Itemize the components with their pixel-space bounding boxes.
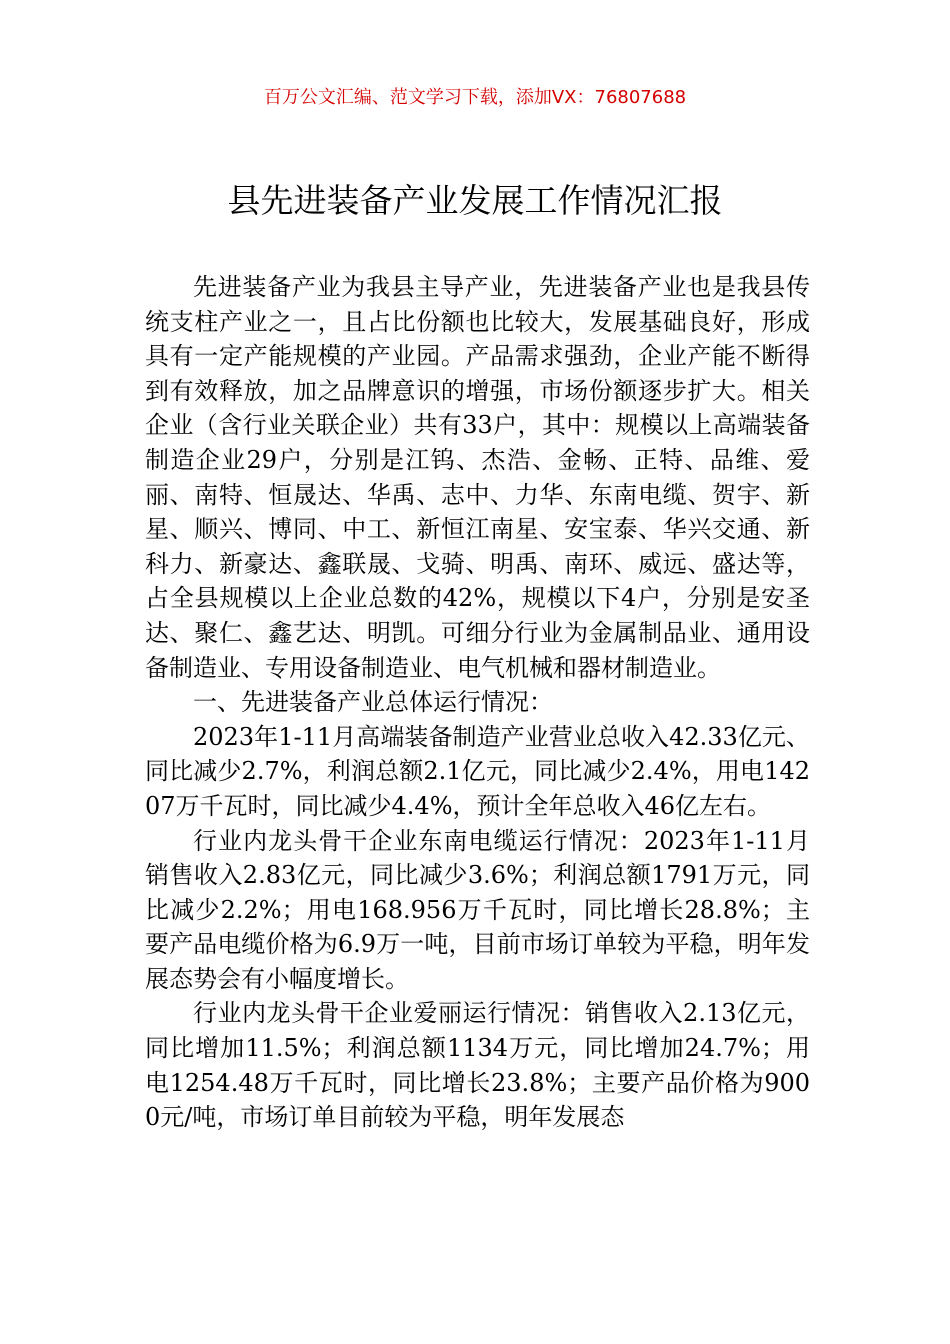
paragraph-aili: 行业内龙头骨干企业爱丽运行情况：销售收入2.13亿元，同比增加11.5%；利润总额1134万元，同比增加24.7%；用电1254.48万千瓦时，同比增长23.8%；主要产品价格为9000元/吨，市场订单目前较为平稳，明年发展态	[145, 999, 810, 1132]
paragraph-dongnan-cable: 行业内龙头骨干企业东南电缆运行情况：2023年1-11月销售收入2.83亿元，同比减少3.6%；利润总额1791万元，同比减少2.2%；用电168.956万千瓦时，同比增长28.8%；主要产品电缆价格为6.9万一吨，目前市场订单较为平稳，明年发展态势会有小幅度增长。	[145, 826, 810, 993]
document-title: 县先进装备产业发展工作情况汇报	[227, 181, 723, 220]
header-note: 百万公文汇编、范文学习下载，添加VX：76807688	[263, 87, 687, 108]
paragraph-intro: 先进装备产业为我县主导产业，先进装备产业也是我县传统支柱产业之一，且占比份额也比较大，发展基础良好，形成具有一定产能规模的产业园。产品需求强劲，企业产能不断得到有效释放，加之品牌意识的增强，市场份额逐步扩大。相关企业（含行业关联企业）共有33户，其中：规模以上高端装备制造企业29户，分别是江钨、杰浩、金畅、正特、品维、爱丽、南特、恒晟达、华禹、志中、力华、东南电缆、贺宇、新星、顺兴、博同、中工、新恒江南星、安宝泰、华兴交通、新科力、新豪达、鑫联晟、戈骑、明禹、南环、威远、盛达等，占全县规模以上企业总数的42%，规模以下4户，分别是安圣达、聚仁、鑫艺达、明凯。可细分行业为金属制品业、通用设备制造业、专用设备制造业、电气机械和器材制造业。	[145, 273, 810, 682]
document-body	[145, 270, 810, 1135]
section-heading-overall: 一、先进装备产业总体运行情况：	[193, 688, 553, 717]
paragraph-overall-stats: 2023年1-11月高端装备制造产业营业总收入42.33亿元、同比减少2.7%，利润总额2.1亿元，同比减少2.4%，用电14207万千瓦时，同比减少4.4%，预计全年总收入46亿左右。	[145, 722, 810, 820]
